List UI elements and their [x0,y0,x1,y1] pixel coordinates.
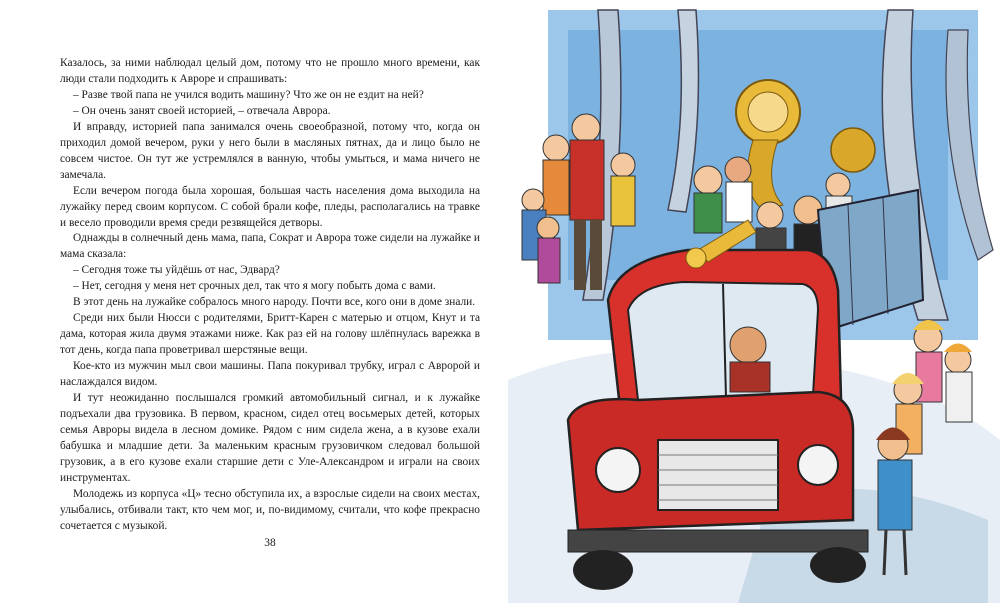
text-column [60,56,480,535]
paragraph: – Нет, сегодня у меня нет срочных дел, так что я могу побыть дома с вами. [73,280,436,293]
paragraph: – Он очень занят своей историей, – отвечала Аврора. [73,104,331,117]
paragraph: Если вечером погода была хорошая, большая часть населения дома выходила на лужайку перед своим корпусом. С собой брали кофе, пледы, располагались на травке и весело проводили время среди резвящейся детворы. [60,184,480,229]
driver [730,327,766,363]
headlight-right [798,445,838,485]
paragraph: И вправду, историей папа занимался очень своеобразной, потому что, когда он приходил домой вечером, руки у него были в масляных пятнах, да и лицо было не совсем чистое. Он тут же устремлялся в ванную, чтобы умыться, и мама ничего не замечала. [60,120,480,181]
paragraph: И тут неожиданно послышался громкий автомобильный сигнал, и к лужайке подъехали два грузовика. В первом, красном, сидел отец восьмерых детей, которых семья Авроры видела в лесном домике. Рядом с ним сидела жена, а в кузове ехали бабушка и младшие дети. За маленьким красным грузовичком следовал большой грузовик, а в его кузове ехали старшие дети с Уле-Александром и играли на своих инструментах. [60,392,480,484]
paragraph: В этот день на лужайке собралось много народу. Почти все, кого они в доме знали. [73,296,476,309]
wheel [573,550,633,590]
illustration-truck-band [508,0,1000,603]
paragraph: – Сегодня тоже ты уйдёшь от нас, Эдвард? [73,264,280,277]
driver-body [730,362,770,392]
wheel [810,547,866,583]
paragraph: Молодежь из корпуса «Ц» тесно обступила их, а взрослые сидели на своих местах, улыбались, отбивали такт, кто чем мог, и, по-видимому, считали, что кофе прекрасно сочетается с музыкой. [60,487,480,532]
paragraph: – Разве твой папа не учился водить машину? Что же он не ездит на ней? [73,88,424,101]
horn [831,128,875,172]
illustration-svg [508,0,1000,603]
bugle-bell [686,248,706,268]
bumper [568,530,868,552]
paragraph: Кое-кто из мужчин мыл свои машины. Папа покуривал трубку, играл с Авророй и наслаждался видом. [60,360,480,389]
paragraph: Среди них были Нюсси с родителями, Бритт-Карен с матерью и отцом, Кнут и та дама, которая жила двумя этажами ниже. Как раз ей на голову шлёпнулась варежка в тот день, когда папа проветривал шерстяные вещи. [60,312,480,357]
page-number: 38 [264,537,276,549]
paragraph: Однажды в солнечный день мама, папа, Сократ и Аврора тоже сидели на лужайке и мама сказала: [60,232,480,261]
paragraph: Казалось, за ними наблюдал целый дом, потому что не прошло много времени, как люди стали подходить к Авроре и спрашивать: [60,57,480,85]
headlight-left [596,448,640,492]
